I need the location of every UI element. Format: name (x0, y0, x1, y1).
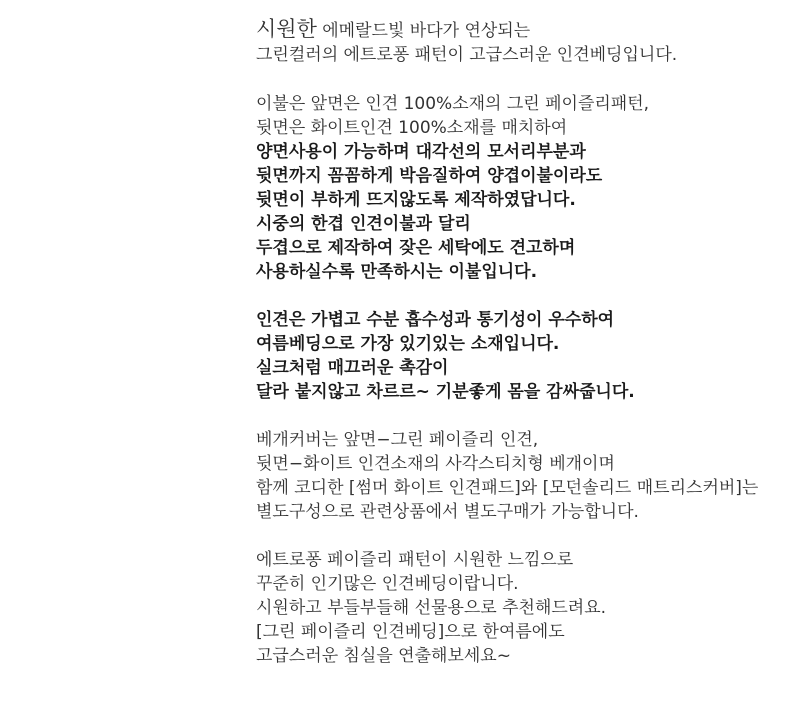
paragraph-4 (256, 548, 796, 668)
text-line: 꾸준히 인기많은 인견베딩이랍니다. (256, 574, 519, 594)
text-line: 이불은 앞면은 인견 100%소재의 그린 페이즐리패턴, (256, 94, 650, 114)
paragraph-gap (256, 68, 796, 92)
text-line: 달라 붙지않고 차르르~ 기분좋게 몸을 감싸줍니다. (256, 382, 635, 402)
text-line: 고급스러운 침실을 연출해보세요~ (256, 646, 511, 666)
paragraph-gap (256, 284, 796, 308)
headline-line-2: 그린컬러의 에트로퐁 패턴이 고급스러운 인견베딩입니다. (256, 45, 678, 65)
text-line: 뒷면까지 꼼꼼하게 박음질하여 양겹이불이라도 (256, 166, 603, 186)
text-line: [그린 페이즐리 인견베딩]으로 한여름에도 (256, 622, 565, 642)
text-line: 두겹으로 제작하여 잦은 세탁에도 견고하며 (256, 238, 576, 258)
headline-rest: 에메랄드빛 바다가 연상되는 (316, 21, 531, 41)
text-line: 시원하고 부들부들해 선물용으로 추천해드려요. (256, 598, 607, 618)
text-line: 에트로퐁 페이즐리 패턴이 시원한 느낌으로 (256, 550, 574, 570)
description-blocks (256, 68, 796, 668)
text-line: 여름베딩으로 가장 있기있는 소재입니다. (256, 334, 560, 354)
text-line: 인견은 가볍고 수분 흡수성과 통기성이 우수하여 (256, 310, 615, 330)
text-line: 뒷면은 화이트인견 100%소재를 매치하여 (256, 118, 568, 138)
text-line: 사용하실수록 만족하시는 이불입니다. (256, 262, 538, 282)
paragraph-3 (256, 428, 796, 524)
headline-line-1 (256, 16, 796, 42)
paragraph-2 (256, 308, 796, 404)
text-line: 함께 코디한 [썸머 화이트 인견패드]와 [모던솔리드 매트리스커버]는 (256, 478, 759, 498)
text-line: 별도구성으로 관련상품에서 별도구매가 가능합니다. (256, 502, 639, 522)
text-line: 실크처럼 매끄러운 촉감이 (256, 358, 449, 378)
text-line: 시중의 한겹 인견이불과 달리 (256, 214, 471, 234)
product-description (256, 16, 796, 668)
paragraph-gap (256, 524, 796, 548)
text-line: 양면사용이 가능하며 대각선의 모서리부분과 (256, 142, 586, 162)
paragraph-gap (256, 404, 796, 428)
text-line: 뒷면이 부하게 뜨지않도록 제작하였답니다. (256, 190, 576, 210)
text-line: 베개커버는 앞면−그린 페이즐리 인견, (256, 430, 539, 450)
headline-emphasis: 시원한 (256, 17, 317, 41)
paragraph-1 (256, 92, 796, 284)
text-line: 뒷면−화이트 인견소재의 사각스티치형 베개이며 (256, 454, 615, 474)
